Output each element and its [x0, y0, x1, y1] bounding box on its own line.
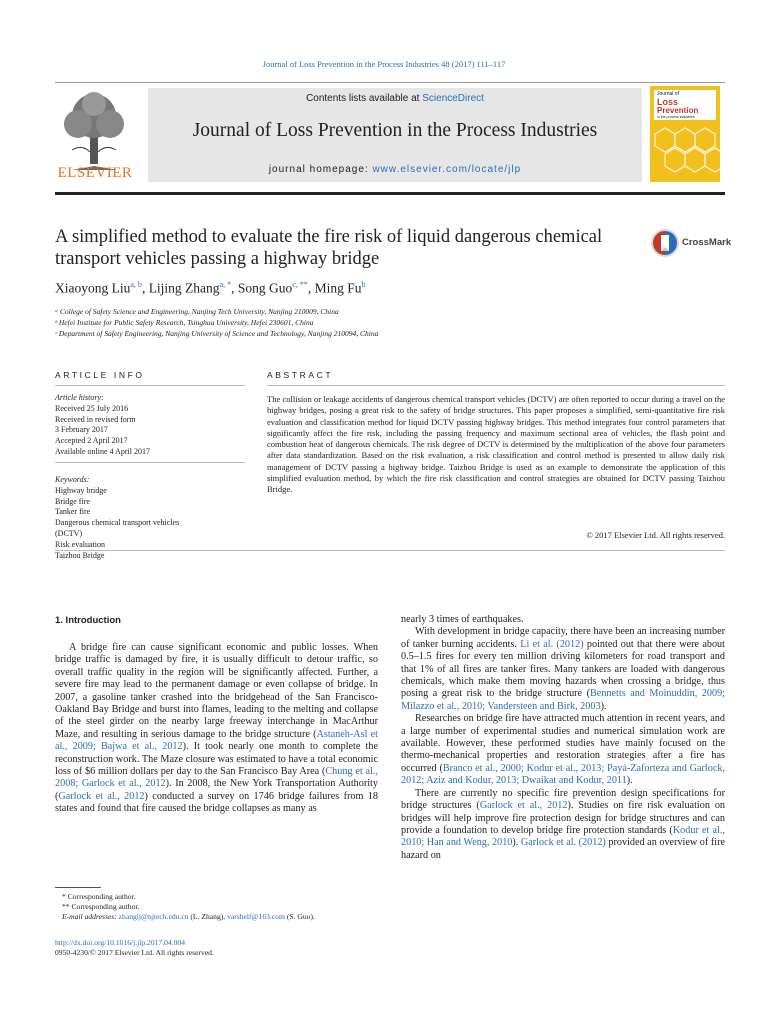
keywords	[55, 475, 245, 561]
email-label: E-mail addresses:	[62, 912, 119, 921]
text-run: ) conducted a survey on 1746 bridge failures from 18 states and found that fire caused the bridge collapses as many as	[55, 790, 378, 815]
cover-pattern-icon	[650, 124, 720, 182]
divider	[55, 462, 245, 463]
header-rule	[55, 192, 725, 195]
divider	[55, 82, 725, 83]
history-item: Received 25 July 2016	[55, 403, 129, 413]
author-list: Xiaoyong Liu$^{a, b}$, Lijing Zhang$^{a, *}$, Song Guo$^{c, **}$, Ming Fu$^b$	[55, 280, 366, 296]
author-affil-sup[interactable]: c, **	[292, 280, 308, 289]
article-history	[55, 393, 245, 458]
history-item: Available online 4 April 2017	[55, 446, 150, 456]
journal-cover[interactable]	[650, 86, 720, 182]
divider	[55, 385, 245, 386]
reference-link[interactable]: Bennetts and Moinuddin, 2009; Milazzo et al., 2010; Vandersteen and Birk, 2003	[401, 688, 725, 712]
cover-line1: Journal of	[657, 91, 679, 97]
crossmark-button[interactable]	[650, 228, 730, 260]
paragraph: nearly 3 times of earthquakes.	[401, 614, 524, 625]
text-run: Researches on bridge fire have attracted much attention in recent years, and a large number of experimental studies and numerical simulation work are available. However, these performed studies have mainly focused on the thermo-mechanical properties and restoration strategies after a fire has occurred (	[401, 713, 725, 774]
divider	[267, 385, 725, 386]
homepage-line	[148, 164, 642, 175]
reference-link[interactable]: Chung et al., 2008; Garlock et al., 2012	[55, 766, 379, 790]
sciencedirect-link[interactable]: ScienceDirect	[422, 93, 484, 104]
affiliation-a: ᵃ College of Safety Science and Engineering, Nanjing Tech University, Nanjing 210009, China	[55, 307, 339, 316]
text-run: ). In 2008, the New York Transportation Authority (	[55, 778, 378, 802]
text-run: ).	[626, 775, 633, 787]
abstract-heading: ABSTRACT	[267, 370, 334, 380]
paragraph	[401, 788, 725, 862]
keyword-item: Taizhou Bridge	[55, 550, 105, 560]
email-owner: (L. Zhang),	[188, 912, 228, 921]
keyword-item: Bridge fire	[55, 496, 90, 506]
crossmark-label: CrossMark	[682, 237, 732, 248]
keyword-item: (DCTV)	[55, 528, 83, 538]
affiliation-c: ᶜ Department of Safety Engineering, Nanjing University of Science and Technology, Nanjing 210094, China	[55, 329, 379, 338]
reference-link[interactable]: Kodur et al., 2010; Han and Weng, 2010	[401, 824, 725, 849]
reference-link[interactable]: Li et al. (2012)	[520, 638, 584, 650]
doi-block	[55, 938, 385, 958]
intro-column-2	[401, 614, 725, 862]
footnote-corresponding-2: ** Corresponding author.	[62, 902, 140, 911]
footnote-corresponding-1: * Corresponding author.	[62, 892, 136, 901]
history-label: Article history:	[55, 393, 104, 402]
cover-line3: Prevention	[657, 106, 699, 115]
abstract-copyright: © 2017 Elsevier Ltd. All rights reserved.	[586, 530, 725, 540]
author-affil-sup[interactable]: a, b	[130, 280, 142, 289]
divider	[55, 550, 725, 551]
keyword-item: Dangerous chemical transport vehicles	[55, 518, 180, 528]
cover-line2: Loss	[657, 97, 679, 107]
paragraph	[55, 642, 378, 816]
text-run: A bridge fire can cause significant economic and public losses. When bridge traffic is damaged by fire, it is usually difficult to detour traffic, so overall traffic quality in the region will be significantly affected. Further, a severe fire may lead to the permanent damage or even collapse of bridge. In 2007, a gasoline tanker crashed into the bridgehead of the San Francisco-Oakland Bay Bridge and burst into flames, leading to the melting and collapse of the steel girder on the nearby large freeway interchange in MacArthur Maze, and resulting in serious damage to the bridge structure (	[55, 642, 378, 740]
homepage-link[interactable]: www.elsevier.com/locate/jlp	[372, 164, 522, 175]
text-run: There are currently no specific fire prevention design specifications for bridge structures (	[401, 787, 725, 812]
footnotes	[62, 892, 382, 922]
issn-line: 0950-4230/© 2017 Elsevier Ltd. All rights reserved.	[55, 948, 214, 957]
text-run: ). Studies on fire risk evaluation on bridges will help improve fire protection design for bridge structures and can provide a foundation to develop bridge fire protection standards (	[401, 800, 726, 836]
elsevier-logo	[52, 88, 138, 184]
author-name[interactable]: Song Guo	[237, 280, 293, 296]
journal-citation[interactable]: Journal of Loss Prevention in the Process Industries 48 (2017) 111–117	[262, 59, 506, 69]
section-heading-introduction: 1. Introduction	[55, 615, 121, 626]
keyword-item: Tanker fire	[55, 507, 91, 517]
reference-link[interactable]: Astaneh-Asl et al., 2009; Bajwa et al., 2012	[55, 728, 378, 753]
journal-title: Journal of Loss Prevention in the Process Industries	[192, 120, 598, 141]
homepage-prefix: journal homepage:	[268, 164, 373, 175]
keywords-label: Keywords:	[55, 475, 90, 484]
reference-link[interactable]: Garlock et al. (2012)	[520, 837, 606, 849]
crossmark-icon	[650, 228, 680, 258]
author-affil-sup[interactable]: a, *	[219, 280, 232, 289]
intro-column-1	[55, 642, 378, 816]
keyword-item: Highway bridge	[55, 485, 107, 495]
cover-line4: in the process industries	[657, 115, 695, 119]
paragraph	[401, 713, 725, 787]
paragraph	[401, 626, 725, 713]
email-link[interactable]: varshelf@163.com	[227, 912, 285, 921]
reference-link[interactable]: Branco et al., 2000; Kodur et al., 2013; Payá-Zaforteza and Garlock, 2012; Aziz and Kodur, 2013; Dwaikat and Kodur, 2011	[401, 762, 725, 787]
footnote-rule	[55, 887, 101, 888]
text-run: ).	[600, 700, 607, 712]
history-item: Accepted 2 April 2017	[55, 436, 128, 446]
text-run: ).	[512, 837, 521, 849]
text-run: pointed out that there were about 0.5–1.5 fires for every ten million driving kilometers for road transport and that 1% of all fires are tanker fires. Many tankers are loaded with dangerous chemicals, which make them moving hazards when crossing a bridge, thus posing a great risk to the bridge structure (	[401, 638, 725, 700]
author-name[interactable]: Xiaoyong Liu	[55, 280, 131, 296]
text-run: With development in bridge capacity, there have been an increasing number of tanker burning accidents.	[401, 626, 725, 650]
article-info-heading: ARTICLE INFO	[55, 370, 145, 380]
history-item: Received in revised form	[55, 414, 136, 424]
contents-prefix: Contents lists available at	[306, 93, 423, 104]
footnote-emails	[62, 912, 382, 922]
author-name[interactable]: Lijing Zhang	[148, 280, 220, 296]
text-run: provided an overview of fire hazard on	[401, 837, 725, 861]
reference-link[interactable]: Garlock et al., 2012	[479, 800, 568, 812]
article-title: A simplified method to evaluate the fire risk of liquid dangerous chemical transport vehicles passing a highway bridge	[55, 227, 603, 269]
publisher-logo-text: ELSEVIER	[57, 165, 133, 181]
email-link[interactable]: zhanglj@njtech.edu.cn	[118, 912, 189, 921]
text-run: ). It took nearly one month to complete the reconstruction work. The Maze closure was estimated to have a total economic loss of $6 million dollars per day to the San Francisco Bay Area (	[55, 741, 378, 778]
contents-line	[148, 93, 642, 104]
affiliation-b: ᵇ Hefei Institute for Public Safety Research, Tsinghua University, Hefei 230601, China	[55, 318, 314, 327]
abstract-text: The collision or leakage accidents of dangerous chemical transport vehicles (DCTV) are often reported to occur during a travel on the highway bridges, posing a great risk to the safety of bridge structures. This paper proposes a simplified, semi-quantitative fire risk evaluation and classification method for liquid DCTV passing highway bridges. This method integrates four control parameters that significantly affect the fire risk, including the passing frequency and maximum sectional area of vehicles, the flash point and combustion heat of dangerous chemicals. The risk degree of DCTV is determined by the multiplication of the above four parameters after data standardization. Based on the risk evaluation, a risk classification and control method is presented to allow daily risk management of DCTV passing a highway bridge. Taizhou Bridge is used as an example to demonstrate the application of this simplified evaluation method, by which the fire risk classification and control strategies are obtained for DCTV passing Taizhou Bridge.	[267, 394, 725, 495]
author-name[interactable]: Ming Fu	[314, 280, 362, 296]
email-owner: (S. Guo).	[284, 912, 315, 921]
doi-link[interactable]: http://dx.doi.org/10.1016/j.jlp.2017.04.004	[55, 938, 186, 947]
author-affil-sup[interactable]: b	[361, 280, 366, 289]
reference-link[interactable]: Garlock et al., 2012	[58, 790, 145, 802]
keyword-item: Risk evaluation	[55, 539, 105, 549]
history-item: 3 February 2017	[55, 425, 108, 435]
